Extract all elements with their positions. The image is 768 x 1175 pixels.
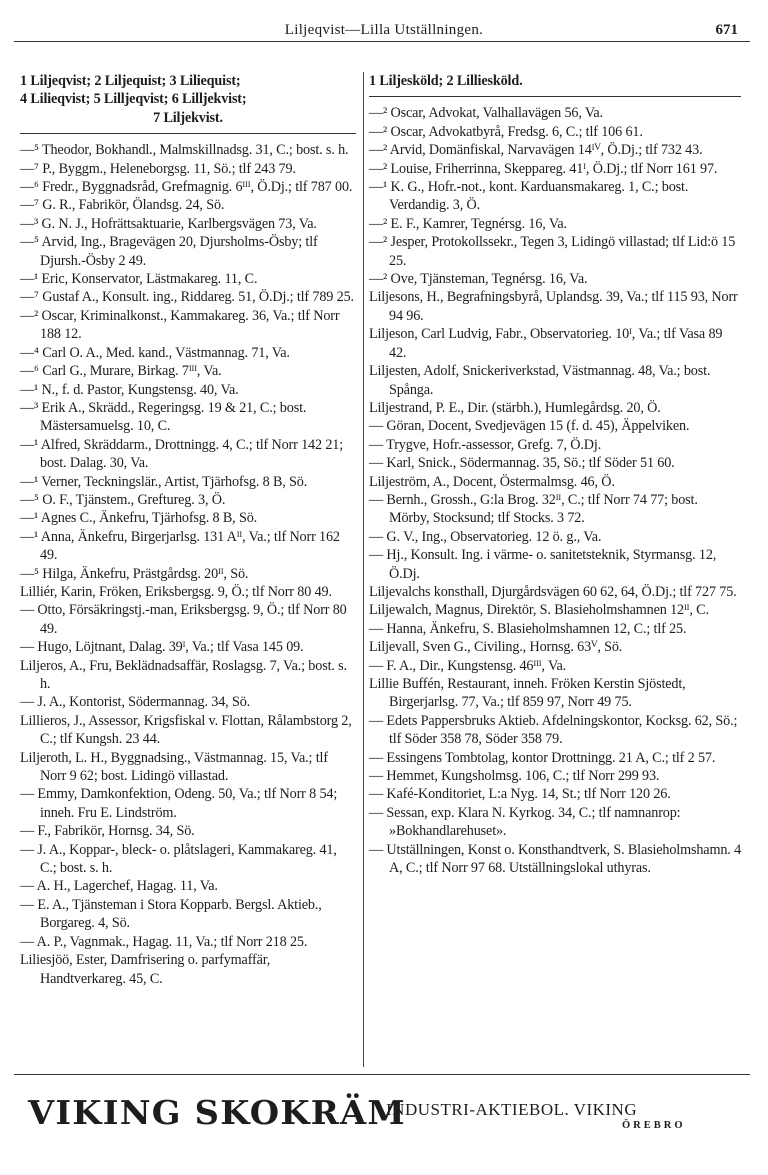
directory-entry: — Essingens Tombtolag, kontor Drottningg. 21 A, C.; tlf 2 57.	[369, 749, 716, 766]
directory-entry: —¹ Alfred, Skräddarm., Drottningg. 4, C.; tlf Norr 142 21; bost. Dalag. 30, Va.	[20, 436, 344, 472]
directory-entry: —² Louise, Friherrinna, Skeppareg. 41ᴵ, Ö.Dj.; tlf Norr 161 97.	[369, 160, 718, 177]
directory-entry: —⁵ Arvid, Ing., Bragevägen 20, Djursholms-Ösby; tlf Djursh.-Ösby 2 49.	[20, 234, 318, 269]
directory-entry: — Hugo, Löjtnant, Dalag. 39ᴵ, Va.; tlf Vasa 145 09.	[20, 639, 304, 656]
advertisement-company: INDUSTRI-AKTIEBOL. VIKING	[386, 1100, 638, 1119]
directory-entry: — Hanna, Änkefru, S. Blasieholmshamnen 12, C.; tlf 25.	[369, 620, 687, 637]
directory-entry: —² Oscar, Advokat, Valhallavägen 56, Va.	[369, 105, 603, 122]
directory-entry: Lilliér, Karin, Fröken, Eriksbergsg. 9, Ö.; tlf Norr 80 49.	[20, 583, 332, 600]
directory-entry: Liljesons, H., Begrafningsbyrå, Uplandsg. 39, Va.; tlf 115 93, Norr 94 96.	[369, 289, 738, 324]
directory-entry: —⁵ O. F., Tjänstem., Greftureg. 3, Ö.	[20, 491, 226, 508]
directory-entry: —² E. F., Kamrer, Tegnérsg. 16, Va.	[369, 215, 567, 232]
directory-entry: — E. A., Tjänsteman i Stora Kopparb. Bergsl. Aktieb., Borgareg. 4, Sö.	[20, 896, 322, 932]
surname-variants-heading: 1 Liljeqvist; 2 Liljequist; 3 Liliequist;	[20, 73, 241, 89]
directory-entry: Liljevalchs konsthall, Djurgårdsvägen 60 62, 64, Ö.Dj.; tlf 727 75.	[369, 583, 737, 600]
directory-entry: — Kafé-Konditoriet, L:a Nyg. 14, St.; tlf Norr 120 26.	[369, 786, 671, 803]
directory-entry: — Trygve, Hofr.-assessor, Grefg. 7, Ö.Dj.	[369, 436, 602, 453]
section-rule	[20, 133, 356, 134]
running-head: Liljeqvist—Lilla Utställningen.	[284, 22, 484, 38]
header-rule	[14, 41, 750, 42]
directory-entry: —⁷ P., Byggm., Heleneborgsg. 11, Sö.; tlf 243 79.	[20, 160, 296, 177]
directory-entry: — Otto, Försäkringstj.-man, Eriksbergsg. 9, Ö.; tlf Norr 80 49.	[20, 602, 347, 637]
directory-entry: —⁵ Hilga, Änkefru, Prästgårdsg. 20ᴵᴵ, Sö.	[20, 565, 249, 582]
directory-entry: Liljewalch, Magnus, Direktör, S. Blasieholmshamnen 12ᴵᴵ, C.	[369, 602, 709, 619]
directory-entry: —¹ N., f. d. Pastor, Kungstensg. 40, Va.	[20, 381, 239, 398]
advertisement-city: ÖREBRO	[622, 1120, 686, 1131]
directory-entry: Lillie Buffén, Restaurant, inneh. Fröken Kerstin Sjöstedt, Birgerjarlsg. 77, Va.; tlf 859 97, Norr 49 75.	[369, 676, 686, 711]
directory-entry: —⁷ G. R., Fabrikör, Ölandsg. 24, Sö.	[20, 197, 225, 214]
directory-entry: Liljeroth, L. H., Byggnadsing., Västmannag. 15, Va.; tlf Norr 9 62; bost. Lidingö villastad.	[20, 749, 328, 785]
directory-entry: Liljeström, A., Docent, Östermalmsg. 46, Ö.	[369, 473, 615, 490]
directory-entry: Liljevall, Sven G., Civiling., Hornsg. 63ⱽ, Sö.	[369, 639, 623, 656]
directory-entry: — Karl, Snick., Södermannag. 35, Sö.; tlf Söder 51 60.	[369, 455, 675, 472]
directory-entry: — Hj., Konsult. Ing. i värme- o. sanitetsteknik, Styrmansg. 12, Ö.Dj.	[369, 547, 717, 582]
directory-entry: —² Oscar, Advokatbyrå, Fredsg. 6, C.; tlf 106 61.	[369, 123, 643, 140]
directory-entry: —⁴ Carl O. A., Med. kand., Västmannag. 71, Va.	[20, 344, 290, 361]
directory-entry: — Hemmet, Kungsholmsg. 106, C.; tlf Norr 299 93.	[369, 768, 660, 785]
directory-entry: Liljeson, Carl Ludvig, Fabr., Observatorieg. 10ᴵ, Va.; tlf Vasa 89 42.	[369, 326, 723, 361]
directory-entry: —⁷ Gustaf A., Konsult. ing., Riddareg. 51, Ö.Dj.; tlf 789 25.	[20, 289, 354, 306]
directory-entry: — A. P., Vagnmak., Hagag. 11, Va.; tlf Norr 218 25.	[20, 933, 308, 950]
right-column	[369, 72, 741, 877]
directory-entry: — Göran, Docent, Svedjevägen 15 (f. d. 45), Äppelviken.	[369, 418, 690, 435]
directory-entry: —⁵ Theodor, Bokhandl., Malmskillnadsg. 31, C.; bost. s. h.	[20, 142, 349, 159]
directory-entry: — A. H., Lagerchef, Hagag. 11, Va.	[20, 878, 218, 895]
directory-entry: — Sessan, exp. Klara N. Kyrkog. 34, C.; tlf namnanrop: »Bokhandlarehuset».	[369, 804, 681, 840]
footer-rule	[14, 1074, 750, 1075]
directory-entry: Liljeros, A., Fru, Beklädnadsaffär, Roslagsg. 7, Va.; bost. s. h.	[20, 657, 347, 692]
directory-entry: —² Ove, Tjänsteman, Tegnérsg. 16, Va.	[369, 271, 588, 288]
directory-entry: —¹ Verner, Teckningslär., Artist, Tjärhofsg. 8 B, Sö.	[20, 473, 308, 490]
directory-entry: — Edets Pappersbruks Aktieb. Afdelningskontor, Kocksg. 62, Sö.; tlf Söder 358 78, Söder 358 79.	[369, 712, 738, 748]
directory-entry: —¹ Agnes C., Änkefru, Tjärhofsg. 8 B, Sö.	[20, 510, 258, 527]
column-divider	[363, 72, 364, 1067]
directory-entry: —² Oscar, Kriminalkonst., Kammakareg. 36, Va.; tlf Norr 188 12.	[20, 307, 340, 343]
section-rule	[369, 96, 741, 97]
directory-entry: —⁶ Carl G., Murare, Birkag. 7ᴵᴵᴵ, Va.	[20, 363, 222, 380]
left-column	[20, 72, 356, 988]
directory-entry: Liljesten, Adolf, Snickeriverkstad, Västmannag. 48, Va.; bost. Spånga.	[369, 363, 711, 398]
directory-entry: —¹ Eric, Konservator, Lästmakareg. 11, C.	[20, 271, 258, 288]
directory-entry: —¹ K. G., Hofr.-not., kont. Karduansmakareg. 1, C.; bost. Verdandig. 3, Ö.	[369, 179, 689, 214]
directory-entry: — Bernh., Grossh., G:la Brog. 32ᴵᴵ, C.; tlf Norr 74 77; bost. Mörby, Stocksund; tlf Stocks. 3 72.	[369, 491, 698, 527]
directory-entry: Liljestrand, P. E., Dir. (stärbh.), Humlegårdsg. 20, Ö.	[369, 399, 661, 416]
surname-variants-heading: 1 Liljesköld; 2 Lilliesköld.	[369, 73, 523, 89]
directory-entry: — F. A., Dir., Kungstensg. 46ᴵᴵᴵ, Va.	[369, 657, 567, 674]
directory-entry: —¹ Anna, Änkefru, Birgerjarlsg. 131 Aᴵᴵ, Va.; tlf Norr 162 49.	[20, 528, 340, 564]
surname-variants-heading: 7 Liljekvist.	[153, 109, 223, 126]
page-number: 671	[715, 22, 738, 38]
directory-entry: — G. V., Ing., Observatorieg. 12 ö. g., Va.	[369, 528, 602, 545]
directory-entry: — J. A., Kontorist, Södermannag. 34, Sö.	[20, 694, 251, 711]
directory-entry: —² Arvid, Domänfiskal, Narvavägen 14ᴵⱽ, Ö.Dj.; tlf 732 43.	[369, 142, 703, 159]
directory-entry: — J. A., Koppar-, bleck- o. plåtslageri, Kammakareg. 41, C.; bost. s. h.	[20, 841, 337, 877]
directory-entry: Liliesjöö, Ester, Damfrisering o. parfymaffär, Handtverkareg. 45, C.	[20, 952, 271, 987]
advertisement-brand: VIKING SKOKRÄM	[28, 1093, 406, 1132]
directory-entry: — Emmy, Damkonfektion, Odeng. 50, Va.; tlf Norr 8 54; inneh. Fru E. Lindström.	[20, 786, 338, 821]
directory-entry: — Utställningen, Konst o. Konsthandtverk, S. Blasieholmshamn. 4 A, C.; tlf Norr 97 68. Utställningslokal uthyras.	[369, 841, 742, 877]
directory-entry: —³ G. N. J., Hofrättsaktuarie, Karlbergsvägen 73, Va.	[20, 215, 317, 232]
directory-entry: — F., Fabrikör, Hornsg. 34, Sö.	[20, 823, 195, 840]
surname-variants-heading: 4 Liliеqvist; 5 Lilljeqvist; 6 Lilljekvist;	[20, 91, 247, 108]
directory-entry: —⁶ Fredr., Byggnadsråd, Grefmagnig. 6ᴵᴵᴵ, Ö.Dj.; tlf 787 00.	[20, 179, 353, 196]
directory-entry: —² Jesper, Protokollssekr., Tegen 3, Lidingö villastad; tlf Lid:ö 15 25.	[369, 234, 736, 269]
directory-entry: —³ Erik A., Skrädd., Regeringsg. 19 & 21, C.; bost. Mästersamuelsg. 10, C.	[20, 399, 307, 435]
directory-entry: Lillieros, J., Assessor, Krigsfiskal v. Flottan, Rålambstorg 2, C.; tlf Kungsh. 23 44.	[20, 712, 352, 748]
page-header	[0, 22, 768, 42]
